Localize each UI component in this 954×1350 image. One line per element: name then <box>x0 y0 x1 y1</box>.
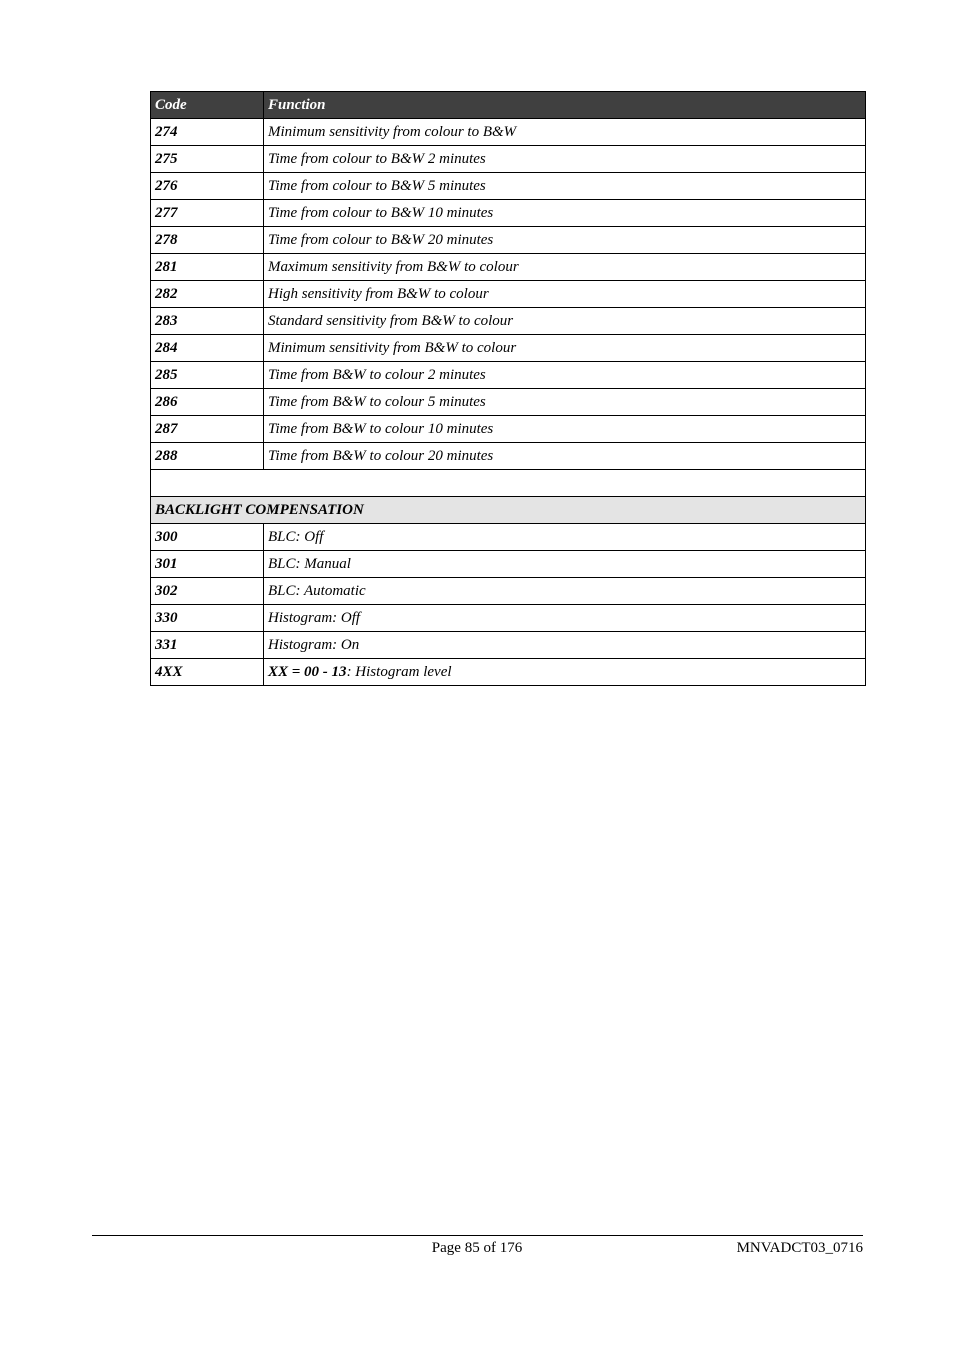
table-row <box>151 443 866 470</box>
code-cell: 277 <box>151 200 264 227</box>
function-cell: Histogram: On <box>264 632 866 659</box>
function-cell: Time from colour to B&W 10 minutes <box>264 200 866 227</box>
code-cell: 286 <box>151 389 264 416</box>
table-row <box>151 173 866 200</box>
table-row <box>151 281 866 308</box>
function-cell <box>264 659 866 686</box>
code-cell: 283 <box>151 308 264 335</box>
table-row <box>151 227 866 254</box>
code-cell: 330 <box>151 605 264 632</box>
table-row <box>151 335 866 362</box>
code-cell: 302 <box>151 578 264 605</box>
code-cell: 281 <box>151 254 264 281</box>
function-cell: BLC: Manual <box>264 551 866 578</box>
document-id: MNVADCT03_0716 <box>736 1240 863 1256</box>
table-row <box>151 119 866 146</box>
code-cell: 276 <box>151 173 264 200</box>
function-cell: Time from colour to B&W 2 minutes <box>264 146 866 173</box>
function-cell: Maximum sensitivity from B&W to colour <box>264 254 866 281</box>
function-cell: Minimum sensitivity from B&W to colour <box>264 335 866 362</box>
code-cell: 288 <box>151 443 264 470</box>
function-cell: Time from colour to B&W 20 minutes <box>264 227 866 254</box>
table-row <box>151 389 866 416</box>
function-cell: Time from colour to B&W 5 minutes <box>264 173 866 200</box>
header-code: Code <box>151 92 264 119</box>
table-row <box>151 200 866 227</box>
function-rest-part: : Histogram level <box>346 664 452 680</box>
table-row <box>151 146 866 173</box>
function-cell: Time from B&W to colour 2 minutes <box>264 362 866 389</box>
page-number: Page 85 of 176 <box>431 1240 523 1256</box>
section-header-row <box>151 497 866 524</box>
table-row <box>151 254 866 281</box>
function-cell: BLC: Automatic <box>264 578 866 605</box>
function-bold-part: XX = 00 - 13 <box>268 664 347 680</box>
function-cell: Time from B&W to colour 5 minutes <box>264 389 866 416</box>
table-row <box>151 659 866 686</box>
table-row <box>151 362 866 389</box>
code-cell: 301 <box>151 551 264 578</box>
table-row <box>151 632 866 659</box>
footer-rule <box>92 1235 863 1236</box>
table-row <box>151 551 866 578</box>
function-cell: Time from B&W to colour 20 minutes <box>264 443 866 470</box>
table-row <box>151 578 866 605</box>
table-row <box>151 524 866 551</box>
function-cell: BLC: Off <box>264 524 866 551</box>
code-cell: 4XX <box>151 659 264 686</box>
code-cell: 284 <box>151 335 264 362</box>
table-row <box>151 605 866 632</box>
blank-cell <box>151 470 866 497</box>
code-cell: 287 <box>151 416 264 443</box>
code-cell: 274 <box>151 119 264 146</box>
code-cell: 300 <box>151 524 264 551</box>
table-header-row <box>151 92 866 119</box>
code-cell: 285 <box>151 362 264 389</box>
function-cell: High sensitivity from B&W to colour <box>264 281 866 308</box>
code-cell: 282 <box>151 281 264 308</box>
function-cell: Histogram: Off <box>264 605 866 632</box>
function-cell: Minimum sensitivity from colour to B&W <box>264 119 866 146</box>
table-row <box>151 416 866 443</box>
table-row <box>151 308 866 335</box>
code-function-table <box>150 91 866 686</box>
blank-row <box>151 470 866 497</box>
code-cell: 275 <box>151 146 264 173</box>
function-cell: Time from B&W to colour 10 minutes <box>264 416 866 443</box>
code-cell: 278 <box>151 227 264 254</box>
header-function: Function <box>264 92 866 119</box>
section-title: BACKLIGHT COMPENSATION <box>151 497 866 524</box>
code-cell: 331 <box>151 632 264 659</box>
function-cell: Standard sensitivity from B&W to colour <box>264 308 866 335</box>
